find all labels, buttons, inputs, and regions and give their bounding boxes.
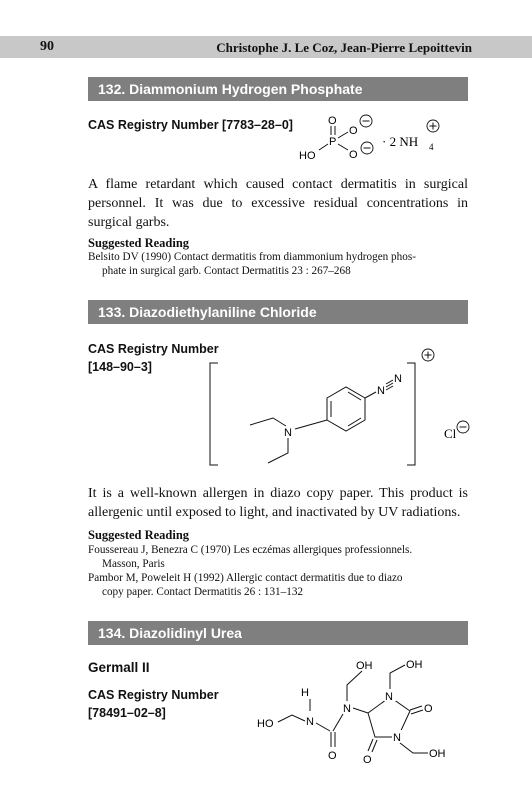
entry-text-132: A flame retardant which caused contact dermatitis in surgical personnel. It was due to excessive residual concentrations in surgical garbs. <box>88 177 468 230</box>
running-head <box>0 36 532 58</box>
atom-n-amine: N <box>284 427 292 439</box>
atom-o-ring-bottom: O <box>363 754 372 766</box>
reference-item <box>88 250 468 278</box>
suggested-reading-heading: Suggested Reading <box>88 236 190 250</box>
ammonium-counterion: · 2 NH <box>382 134 419 149</box>
cas-label: CAS Registry Number <box>88 342 219 356</box>
atom-o-top: O <box>328 115 337 127</box>
reference-item <box>88 571 468 599</box>
atom-n-amide: N <box>306 716 314 728</box>
reference-continuation: phate in surgical garb. Contact Dermatitis 23 : 267–268 <box>102 265 351 277</box>
cas-number: [78491–02–8] <box>88 706 166 720</box>
atom-o-carbonyl: O <box>328 750 337 762</box>
atom-oh-2: OH <box>406 659 423 671</box>
subscript-4: 4 <box>429 142 434 152</box>
chloride-ion: Cl <box>444 426 457 441</box>
entry-title-132: 132. Diammonium Hydrogen Phosphate <box>88 77 468 101</box>
page-number: 90 <box>40 39 54 54</box>
structure-diazodiethylaniline <box>200 345 480 475</box>
atom-oh-3: OH <box>429 748 446 760</box>
reference-continuation: copy paper. Contact Dermatitis 26 : 131–132 <box>102 586 304 598</box>
entry-text-133: It is a well-known allergen in diazo copy paper. This product is allergenic until exposed to light, and inactivated by UV radiations. <box>88 486 468 520</box>
reference-first-line: Belsito DV (1990) Contact dermatitis from diammonium hydrogen phos- <box>88 251 416 263</box>
atom-n-ring-2: N <box>385 691 393 703</box>
cas-registry-132: CAS Registry Number [7783–28–0] <box>88 118 293 132</box>
structure-diammonium-phosphate <box>290 108 470 168</box>
cas-registry-133 <box>88 340 219 376</box>
cas-registry-134 <box>88 686 219 722</box>
atom-ho: HO <box>299 150 316 162</box>
entry-title-134: 134. Diazolidinyl Urea <box>88 621 468 645</box>
atom-o-bottom: O <box>349 149 358 161</box>
entry-title-133: 133. Diazodiethylaniline Chloride <box>88 300 468 324</box>
synonym-germall: Germall II <box>88 660 150 675</box>
running-head-authors: Christophe J. Le Coz, Jean-Pierre Lepoittevin <box>216 40 472 55</box>
reference-first-line: Pambor M, Poweleit H (1992) Allergic contact dermatitis due to diazo <box>88 572 403 584</box>
atom-o-ring-right: O <box>424 703 433 715</box>
atom-n-diazo-1: N <box>377 385 385 397</box>
atom-o-right: O <box>349 125 358 137</box>
atom-ho: HO <box>257 718 274 730</box>
cas-label: CAS Registry Number <box>88 688 219 702</box>
cas-number: [148–90–3] <box>88 360 152 374</box>
atom-n-diazo-2: N <box>394 373 402 385</box>
atom-n-ring-3: N <box>393 732 401 744</box>
suggested-reading-heading: Suggested Reading <box>88 528 190 542</box>
atom-p: P <box>329 136 337 148</box>
atom-n-ring-1: N <box>343 703 351 715</box>
atom-h: H <box>301 687 309 699</box>
reference-first-line: Foussereau J, Benezra C (1970) Les eczémas allergiques professionnels. <box>88 544 413 556</box>
reference-item <box>88 543 468 571</box>
atom-oh-1: OH <box>356 660 373 672</box>
structure-diazolidinyl-urea <box>250 655 460 795</box>
reference-continuation: Masson, Paris <box>102 558 165 570</box>
